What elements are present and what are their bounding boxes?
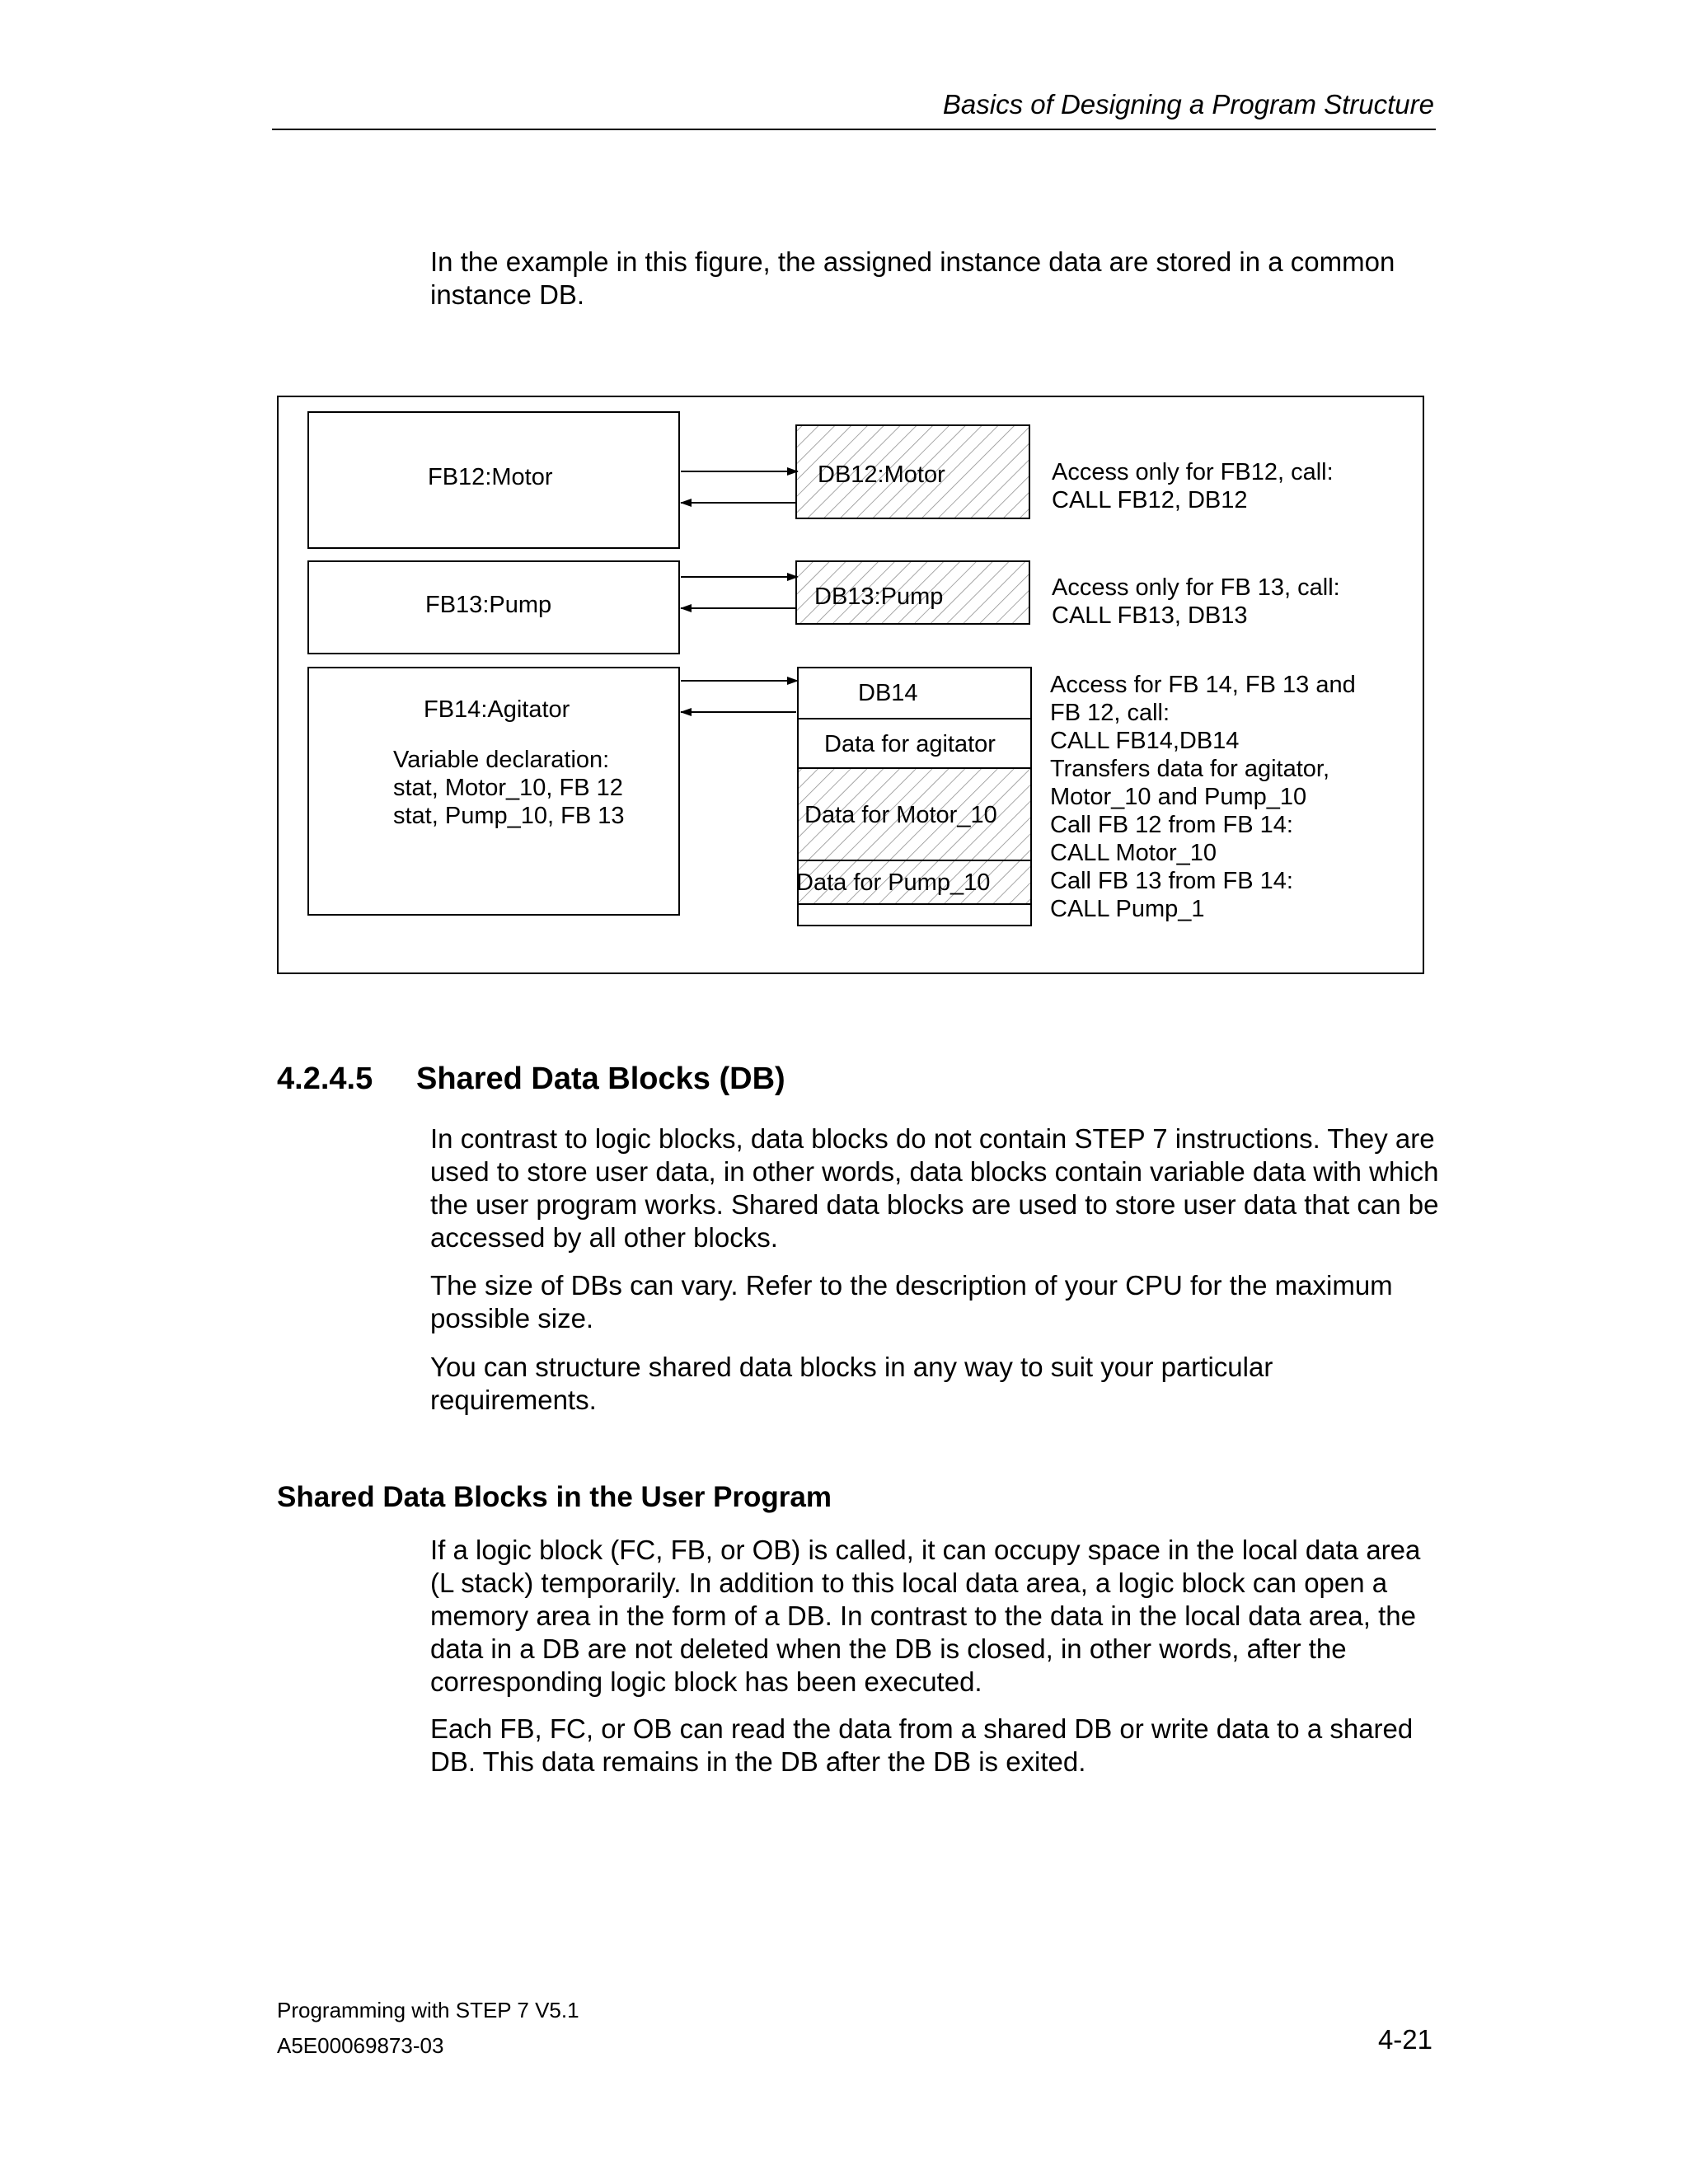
note-db12-line-1: Access only for FB12, call: (1052, 459, 1334, 485)
footer-page-number: 4-21 (1377, 2024, 1432, 2055)
subsection-title: Shared Data Blocks in the User Program (277, 1481, 832, 1513)
note-db14-line-3: CALL FB14,DB14 (1050, 728, 1240, 754)
note-db14-line-4: Transfers data for agitator, (1050, 756, 1330, 782)
intro-paragraph: In the example in this figure, the assigned instance data are stored in a common instance DB. (430, 246, 1395, 310)
note-db14-line-9: CALL Pump_1 (1050, 896, 1205, 922)
note-db14-line-6: Call FB 12 from FB 14: (1050, 812, 1293, 838)
section-paragraph-2: The size of DBs can vary. Refer to the description of your CPU for the maximum possible size. (430, 1270, 1393, 1333)
footer-order-number: A5E00069873-03 (277, 2033, 444, 2058)
header-rule (272, 129, 1436, 130)
db14-motor-label: Data for Motor_10 (804, 802, 997, 828)
db14-agitator-label: Data for agitator (824, 731, 996, 757)
section-paragraph-1: In contrast to logic blocks, data blocks do not contain STEP 7 instructions. They are used to store user data, in other words, data blocks contain variable data with which the user program works. Shared data blocks are used to store user data that can be accessed by all other blocks. (430, 1123, 1439, 1253)
note-db14-line-5: Motor_10 and Pump_10 (1050, 784, 1307, 810)
note-db13-line-2: CALL FB13, DB13 (1052, 602, 1248, 629)
footer-manual-title: Programming with STEP 7 V5.1 (277, 1998, 579, 2022)
fb14-decl-line-2: stat, Motor_10, FB 12 (393, 775, 623, 801)
note-db14-line-8: Call FB 13 from FB 14: (1050, 868, 1293, 894)
section-number: 4.2.4.5 (277, 1062, 373, 1096)
note-db14-line-2: FB 12, call: (1050, 700, 1170, 726)
subsection-paragraph-1: If a logic block (FC, FB, or OB) is called, it can occupy space in the local data area (L stack) temporarily. In addition to this local data area, a logic block can open a memory area in the form of a DB. In contrast to the data in the local data area, the data in a DB are not deleted when the DB is closed, in other words, after the corresponding logic block has been executed. (430, 1535, 1421, 1697)
fb14-decl-line-3: stat, Pump_10, FB 13 (393, 803, 625, 829)
db14-label: DB14 (858, 680, 918, 706)
fb13-label: FB13:Pump (425, 592, 552, 618)
db14-empty-cell (798, 904, 1031, 926)
subsection-paragraph-2: Each FB, FC, or OB can read the data from a shared DB or write data to a shared DB. This data remains in the DB after the DB is exited. (430, 1713, 1414, 1777)
note-db14-line-1: Access for FB 14, FB 13 and (1050, 672, 1356, 698)
running-header: Basics of Designing a Program Structure (942, 89, 1434, 120)
section-paragraph-3: You can structure shared data blocks in any way to suit your particular requirements. (430, 1352, 1273, 1415)
db12-label: DB12:Motor (818, 462, 945, 488)
db13-label: DB13:Pump (814, 583, 944, 610)
note-db13-line-1: Access only for FB 13, call: (1052, 574, 1340, 601)
fb14-decl-line-1: Variable declaration: (393, 747, 610, 773)
note-db12-line-2: CALL FB12, DB12 (1052, 487, 1248, 513)
section-title: Shared Data Blocks (DB) (416, 1062, 785, 1096)
note-db14-line-7: CALL Motor_10 (1050, 840, 1217, 866)
instance-db-figure (277, 396, 1424, 974)
db14-pump-label: Data for Pump_10 (796, 869, 991, 896)
fb12-label: FB12:Motor (428, 464, 553, 490)
fb14-label: FB14:Agitator (424, 696, 570, 723)
